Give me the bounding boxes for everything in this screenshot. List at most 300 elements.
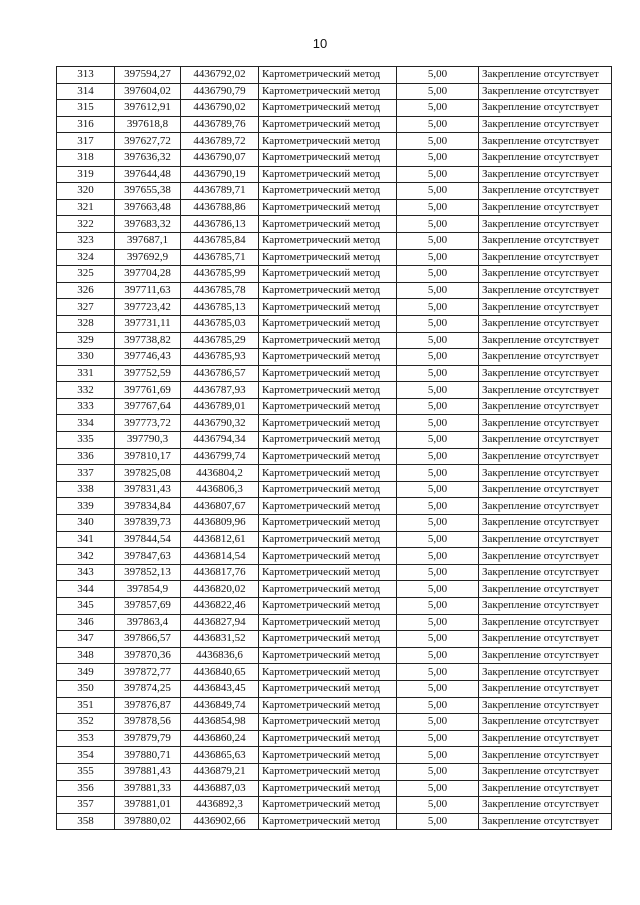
point-number-cell: 319 [57,166,115,183]
accuracy-cell: 5,00 [397,199,479,216]
accuracy-cell: 5,00 [397,763,479,780]
x-coordinate-cell: 397773,72 [115,415,181,432]
table-row [57,664,612,681]
x-coordinate-cell: 397790,3 [115,432,181,449]
fixation-cell: Закрепление отсутствует [479,498,612,515]
table-row [57,465,612,482]
table-body [57,67,612,830]
method-cell: Картометрический метод [259,631,397,648]
method-cell: Картометрический метод [259,67,397,84]
method-cell: Картометрический метод [259,465,397,482]
point-number-cell: 327 [57,299,115,316]
y-coordinate-cell: 4436879,21 [181,763,259,780]
table-row [57,481,612,498]
y-coordinate-cell: 4436785,71 [181,249,259,266]
table-row [57,398,612,415]
accuracy-cell: 5,00 [397,548,479,565]
y-coordinate-cell: 4436790,02 [181,100,259,117]
table-row [57,780,612,797]
y-coordinate-cell: 4436817,76 [181,564,259,581]
accuracy-cell: 5,00 [397,166,479,183]
fixation-cell: Закрепление отсутствует [479,116,612,133]
fixation-cell: Закрепление отсутствует [479,149,612,166]
y-coordinate-cell: 4436789,71 [181,183,259,200]
point-number-cell: 317 [57,133,115,150]
point-number-cell: 353 [57,730,115,747]
accuracy-cell: 5,00 [397,631,479,648]
method-cell: Картометрический метод [259,232,397,249]
table-row [57,432,612,449]
y-coordinate-cell: 4436827,94 [181,614,259,631]
table-row [57,332,612,349]
method-cell: Картометрический метод [259,133,397,150]
table-row [57,531,612,548]
method-cell: Картометрический метод [259,498,397,515]
accuracy-cell: 5,00 [397,465,479,482]
accuracy-cell: 5,00 [397,415,479,432]
table-row [57,813,612,830]
fixation-cell: Закрепление отсутствует [479,315,612,332]
table-row [57,631,612,648]
y-coordinate-cell: 4436790,79 [181,83,259,100]
accuracy-cell: 5,00 [397,183,479,200]
fixation-cell: Закрепление отсутствует [479,232,612,249]
y-coordinate-cell: 4436887,03 [181,780,259,797]
x-coordinate-cell: 397752,59 [115,365,181,382]
y-coordinate-cell: 4436902,66 [181,813,259,830]
method-cell: Картометрический метод [259,116,397,133]
method-cell: Картометрический метод [259,83,397,100]
y-coordinate-cell: 4436785,03 [181,315,259,332]
x-coordinate-cell: 397627,72 [115,133,181,150]
y-coordinate-cell: 4436831,52 [181,631,259,648]
point-number-cell: 335 [57,432,115,449]
accuracy-cell: 5,00 [397,116,479,133]
y-coordinate-cell: 4436820,02 [181,581,259,598]
method-cell: Картометрический метод [259,349,397,366]
method-cell: Картометрический метод [259,398,397,415]
y-coordinate-cell: 4436785,29 [181,332,259,349]
fixation-cell: Закрепление отсутствует [479,432,612,449]
accuracy-cell: 5,00 [397,67,479,84]
fixation-cell: Закрепление отсутствует [479,697,612,714]
method-cell: Картометрический метод [259,564,397,581]
accuracy-cell: 5,00 [397,747,479,764]
x-coordinate-cell: 397831,43 [115,481,181,498]
point-number-cell: 354 [57,747,115,764]
method-cell: Картометрический метод [259,730,397,747]
fixation-cell: Закрепление отсутствует [479,100,612,117]
accuracy-cell: 5,00 [397,714,479,731]
accuracy-cell: 5,00 [397,581,479,598]
y-coordinate-cell: 4436790,32 [181,415,259,432]
point-number-cell: 357 [57,797,115,814]
table-row [57,797,612,814]
point-number-cell: 323 [57,232,115,249]
table-row [57,199,612,216]
table-row [57,515,612,532]
fixation-cell: Закрепление отсутствует [479,647,612,664]
fixation-cell: Закрепление отсутствует [479,299,612,316]
fixation-cell: Закрепление отсутствует [479,598,612,615]
fixation-cell: Закрепление отсутствует [479,813,612,830]
table-row [57,598,612,615]
x-coordinate-cell: 397618,8 [115,116,181,133]
y-coordinate-cell: 4436892,3 [181,797,259,814]
point-number-cell: 356 [57,780,115,797]
x-coordinate-cell: 397866,57 [115,631,181,648]
method-cell: Картометрический метод [259,149,397,166]
point-number-cell: 315 [57,100,115,117]
accuracy-cell: 5,00 [397,797,479,814]
accuracy-cell: 5,00 [397,299,479,316]
table-row [57,232,612,249]
accuracy-cell: 5,00 [397,664,479,681]
x-coordinate-cell: 397683,32 [115,216,181,233]
page-number: 10 [312,36,328,51]
point-number-cell: 355 [57,763,115,780]
method-cell: Картометрический метод [259,797,397,814]
x-coordinate-cell: 397844,54 [115,531,181,548]
y-coordinate-cell: 4436799,74 [181,448,259,465]
point-number-cell: 333 [57,398,115,415]
point-number-cell: 339 [57,498,115,515]
accuracy-cell: 5,00 [397,498,479,515]
method-cell: Картометрический метод [259,714,397,731]
point-number-cell: 344 [57,581,115,598]
accuracy-cell: 5,00 [397,100,479,117]
point-number-cell: 324 [57,249,115,266]
fixation-cell: Закрепление отсутствует [479,730,612,747]
x-coordinate-cell: 397876,87 [115,697,181,714]
fixation-cell: Закрепление отсутствует [479,216,612,233]
point-number-cell: 325 [57,266,115,283]
table-row [57,714,612,731]
table-row [57,614,612,631]
method-cell: Картометрический метод [259,515,397,532]
point-number-cell: 329 [57,332,115,349]
x-coordinate-cell: 397880,02 [115,813,181,830]
y-coordinate-cell: 4436822,46 [181,598,259,615]
table-row [57,116,612,133]
fixation-cell: Закрепление отсутствует [479,763,612,780]
table-row [57,448,612,465]
accuracy-cell: 5,00 [397,432,479,449]
accuracy-cell: 5,00 [397,730,479,747]
y-coordinate-cell: 4436807,67 [181,498,259,515]
table-row [57,166,612,183]
table-row [57,697,612,714]
method-cell: Картометрический метод [259,598,397,615]
table-row [57,564,612,581]
x-coordinate-cell: 397810,17 [115,448,181,465]
method-cell: Картометрический метод [259,382,397,399]
x-coordinate-cell: 397746,43 [115,349,181,366]
y-coordinate-cell: 4436789,01 [181,398,259,415]
accuracy-cell: 5,00 [397,83,479,100]
fixation-cell: Закрепление отсутствует [479,714,612,731]
method-cell: Картометрический метод [259,647,397,664]
y-coordinate-cell: 4436789,72 [181,133,259,150]
fixation-cell: Закрепление отсутствует [479,166,612,183]
method-cell: Картометрический метод [259,415,397,432]
method-cell: Картометрический метод [259,100,397,117]
table-row [57,149,612,166]
fixation-cell: Закрепление отсутствует [479,448,612,465]
x-coordinate-cell: 397738,82 [115,332,181,349]
fixation-cell: Закрепление отсутствует [479,332,612,349]
y-coordinate-cell: 4436804,2 [181,465,259,482]
method-cell: Картометрический метод [259,199,397,216]
method-cell: Картометрический метод [259,581,397,598]
table-row [57,415,612,432]
fixation-cell: Закрепление отсутствует [479,481,612,498]
accuracy-cell: 5,00 [397,249,479,266]
method-cell: Картометрический метод [259,780,397,797]
x-coordinate-cell: 397839,73 [115,515,181,532]
table-row [57,747,612,764]
y-coordinate-cell: 4436814,54 [181,548,259,565]
y-coordinate-cell: 4436843,45 [181,680,259,697]
accuracy-cell: 5,00 [397,382,479,399]
table-row [57,282,612,299]
x-coordinate-cell: 397692,9 [115,249,181,266]
table-row [57,266,612,283]
fixation-cell: Закрепление отсутствует [479,515,612,532]
table-row [57,680,612,697]
accuracy-cell: 5,00 [397,315,479,332]
table-row [57,183,612,200]
accuracy-cell: 5,00 [397,515,479,532]
y-coordinate-cell: 4436785,84 [181,232,259,249]
x-coordinate-cell: 397880,71 [115,747,181,764]
point-number-cell: 331 [57,365,115,382]
x-coordinate-cell: 397711,63 [115,282,181,299]
method-cell: Картометрический метод [259,299,397,316]
point-number-cell: 338 [57,481,115,498]
x-coordinate-cell: 397704,28 [115,266,181,283]
y-coordinate-cell: 4436860,24 [181,730,259,747]
y-coordinate-cell: 4436792,02 [181,67,259,84]
accuracy-cell: 5,00 [397,216,479,233]
accuracy-cell: 5,00 [397,647,479,664]
point-number-cell: 358 [57,813,115,830]
table-row [57,100,612,117]
fixation-cell: Закрепление отсутствует [479,548,612,565]
accuracy-cell: 5,00 [397,531,479,548]
method-cell: Картометрический метод [259,813,397,830]
accuracy-cell: 5,00 [397,365,479,382]
fixation-cell: Закрепление отсутствует [479,398,612,415]
x-coordinate-cell: 397663,48 [115,199,181,216]
fixation-cell: Закрепление отсутствует [479,282,612,299]
point-number-cell: 347 [57,631,115,648]
accuracy-cell: 5,00 [397,481,479,498]
table-row [57,299,612,316]
method-cell: Картометрический метод [259,680,397,697]
point-number-cell: 332 [57,382,115,399]
point-number-cell: 316 [57,116,115,133]
point-number-cell: 328 [57,315,115,332]
accuracy-cell: 5,00 [397,266,479,283]
x-coordinate-cell: 397872,77 [115,664,181,681]
method-cell: Картометрический метод [259,697,397,714]
fixation-cell: Закрепление отсутствует [479,680,612,697]
y-coordinate-cell: 4436794,34 [181,432,259,449]
accuracy-cell: 5,00 [397,149,479,166]
x-coordinate-cell: 397863,4 [115,614,181,631]
method-cell: Картометрический метод [259,282,397,299]
method-cell: Картометрический метод [259,531,397,548]
x-coordinate-cell: 397881,33 [115,780,181,797]
point-number-cell: 345 [57,598,115,615]
table-row [57,83,612,100]
point-number-cell: 341 [57,531,115,548]
y-coordinate-cell: 4436806,3 [181,481,259,498]
x-coordinate-cell: 397655,38 [115,183,181,200]
accuracy-cell: 5,00 [397,332,479,349]
method-cell: Картометрический метод [259,448,397,465]
accuracy-cell: 5,00 [397,448,479,465]
y-coordinate-cell: 4436790,19 [181,166,259,183]
table-row [57,133,612,150]
fixation-cell: Закрепление отсутствует [479,531,612,548]
point-number-cell: 342 [57,548,115,565]
method-cell: Картометрический метод [259,266,397,283]
accuracy-cell: 5,00 [397,813,479,830]
table-row [57,581,612,598]
accuracy-cell: 5,00 [397,564,479,581]
table-row [57,647,612,664]
fixation-cell: Закрепление отсутствует [479,415,612,432]
x-coordinate-cell: 397874,25 [115,680,181,697]
table-row [57,382,612,399]
x-coordinate-cell: 397854,9 [115,581,181,598]
accuracy-cell: 5,00 [397,598,479,615]
method-cell: Картометрический метод [259,315,397,332]
method-cell: Картометрический метод [259,249,397,266]
point-number-cell: 337 [57,465,115,482]
accuracy-cell: 5,00 [397,349,479,366]
method-cell: Картометрический метод [259,432,397,449]
y-coordinate-cell: 4436785,99 [181,266,259,283]
fixation-cell: Закрепление отсутствует [479,349,612,366]
point-number-cell: 352 [57,714,115,731]
fixation-cell: Закрепление отсутствует [479,249,612,266]
y-coordinate-cell: 4436854,98 [181,714,259,731]
method-cell: Картометрический метод [259,763,397,780]
point-number-cell: 314 [57,83,115,100]
y-coordinate-cell: 4436786,57 [181,365,259,382]
fixation-cell: Закрепление отсутствует [479,780,612,797]
fixation-cell: Закрепление отсутствует [479,797,612,814]
table-row [57,763,612,780]
y-coordinate-cell: 4436785,13 [181,299,259,316]
fixation-cell: Закрепление отсутствует [479,67,612,84]
x-coordinate-cell: 397687,1 [115,232,181,249]
x-coordinate-cell: 397604,02 [115,83,181,100]
table-row [57,67,612,84]
x-coordinate-cell: 397636,32 [115,149,181,166]
y-coordinate-cell: 4436849,74 [181,697,259,714]
point-number-cell: 334 [57,415,115,432]
method-cell: Картометрический метод [259,614,397,631]
x-coordinate-cell: 397881,01 [115,797,181,814]
method-cell: Картометрический метод [259,332,397,349]
point-number-cell: 322 [57,216,115,233]
x-coordinate-cell: 397878,56 [115,714,181,731]
point-number-cell: 350 [57,680,115,697]
x-coordinate-cell: 397879,79 [115,730,181,747]
y-coordinate-cell: 4436785,93 [181,349,259,366]
point-number-cell: 330 [57,349,115,366]
fixation-cell: Закрепление отсутствует [479,581,612,598]
table-row [57,349,612,366]
accuracy-cell: 5,00 [397,780,479,797]
accuracy-cell: 5,00 [397,282,479,299]
x-coordinate-cell: 397870,36 [115,647,181,664]
accuracy-cell: 5,00 [397,398,479,415]
method-cell: Картометрический метод [259,166,397,183]
fixation-cell: Закрепление отсутствует [479,614,612,631]
x-coordinate-cell: 397834,84 [115,498,181,515]
fixation-cell: Закрепление отсутствует [479,183,612,200]
fixation-cell: Закрепление отсутствует [479,564,612,581]
y-coordinate-cell: 4436836,6 [181,647,259,664]
x-coordinate-cell: 397825,08 [115,465,181,482]
fixation-cell: Закрепление отсутствует [479,664,612,681]
coordinates-table [56,66,612,830]
y-coordinate-cell: 4436787,93 [181,382,259,399]
point-number-cell: 348 [57,647,115,664]
accuracy-cell: 5,00 [397,614,479,631]
y-coordinate-cell: 4436789,76 [181,116,259,133]
x-coordinate-cell: 397761,69 [115,382,181,399]
accuracy-cell: 5,00 [397,133,479,150]
method-cell: Картометрический метод [259,747,397,764]
table-row [57,249,612,266]
point-number-cell: 343 [57,564,115,581]
y-coordinate-cell: 4436788,86 [181,199,259,216]
fixation-cell: Закрепление отсутствует [479,747,612,764]
x-coordinate-cell: 397644,48 [115,166,181,183]
method-cell: Картометрический метод [259,481,397,498]
y-coordinate-cell: 4436840,65 [181,664,259,681]
table-row [57,216,612,233]
point-number-cell: 336 [57,448,115,465]
x-coordinate-cell: 397731,11 [115,315,181,332]
point-number-cell: 313 [57,67,115,84]
table-row [57,365,612,382]
method-cell: Картометрический метод [259,183,397,200]
x-coordinate-cell: 397857,69 [115,598,181,615]
x-coordinate-cell: 397723,42 [115,299,181,316]
point-number-cell: 349 [57,664,115,681]
fixation-cell: Закрепление отсутствует [479,133,612,150]
y-coordinate-cell: 4436809,96 [181,515,259,532]
point-number-cell: 351 [57,697,115,714]
method-cell: Картометрический метод [259,548,397,565]
x-coordinate-cell: 397594,27 [115,67,181,84]
point-number-cell: 321 [57,199,115,216]
x-coordinate-cell: 397847,63 [115,548,181,565]
accuracy-cell: 5,00 [397,232,479,249]
x-coordinate-cell: 397852,13 [115,564,181,581]
fixation-cell: Закрепление отсутствует [479,365,612,382]
x-coordinate-cell: 397881,43 [115,763,181,780]
x-coordinate-cell: 397612,91 [115,100,181,117]
point-number-cell: 326 [57,282,115,299]
